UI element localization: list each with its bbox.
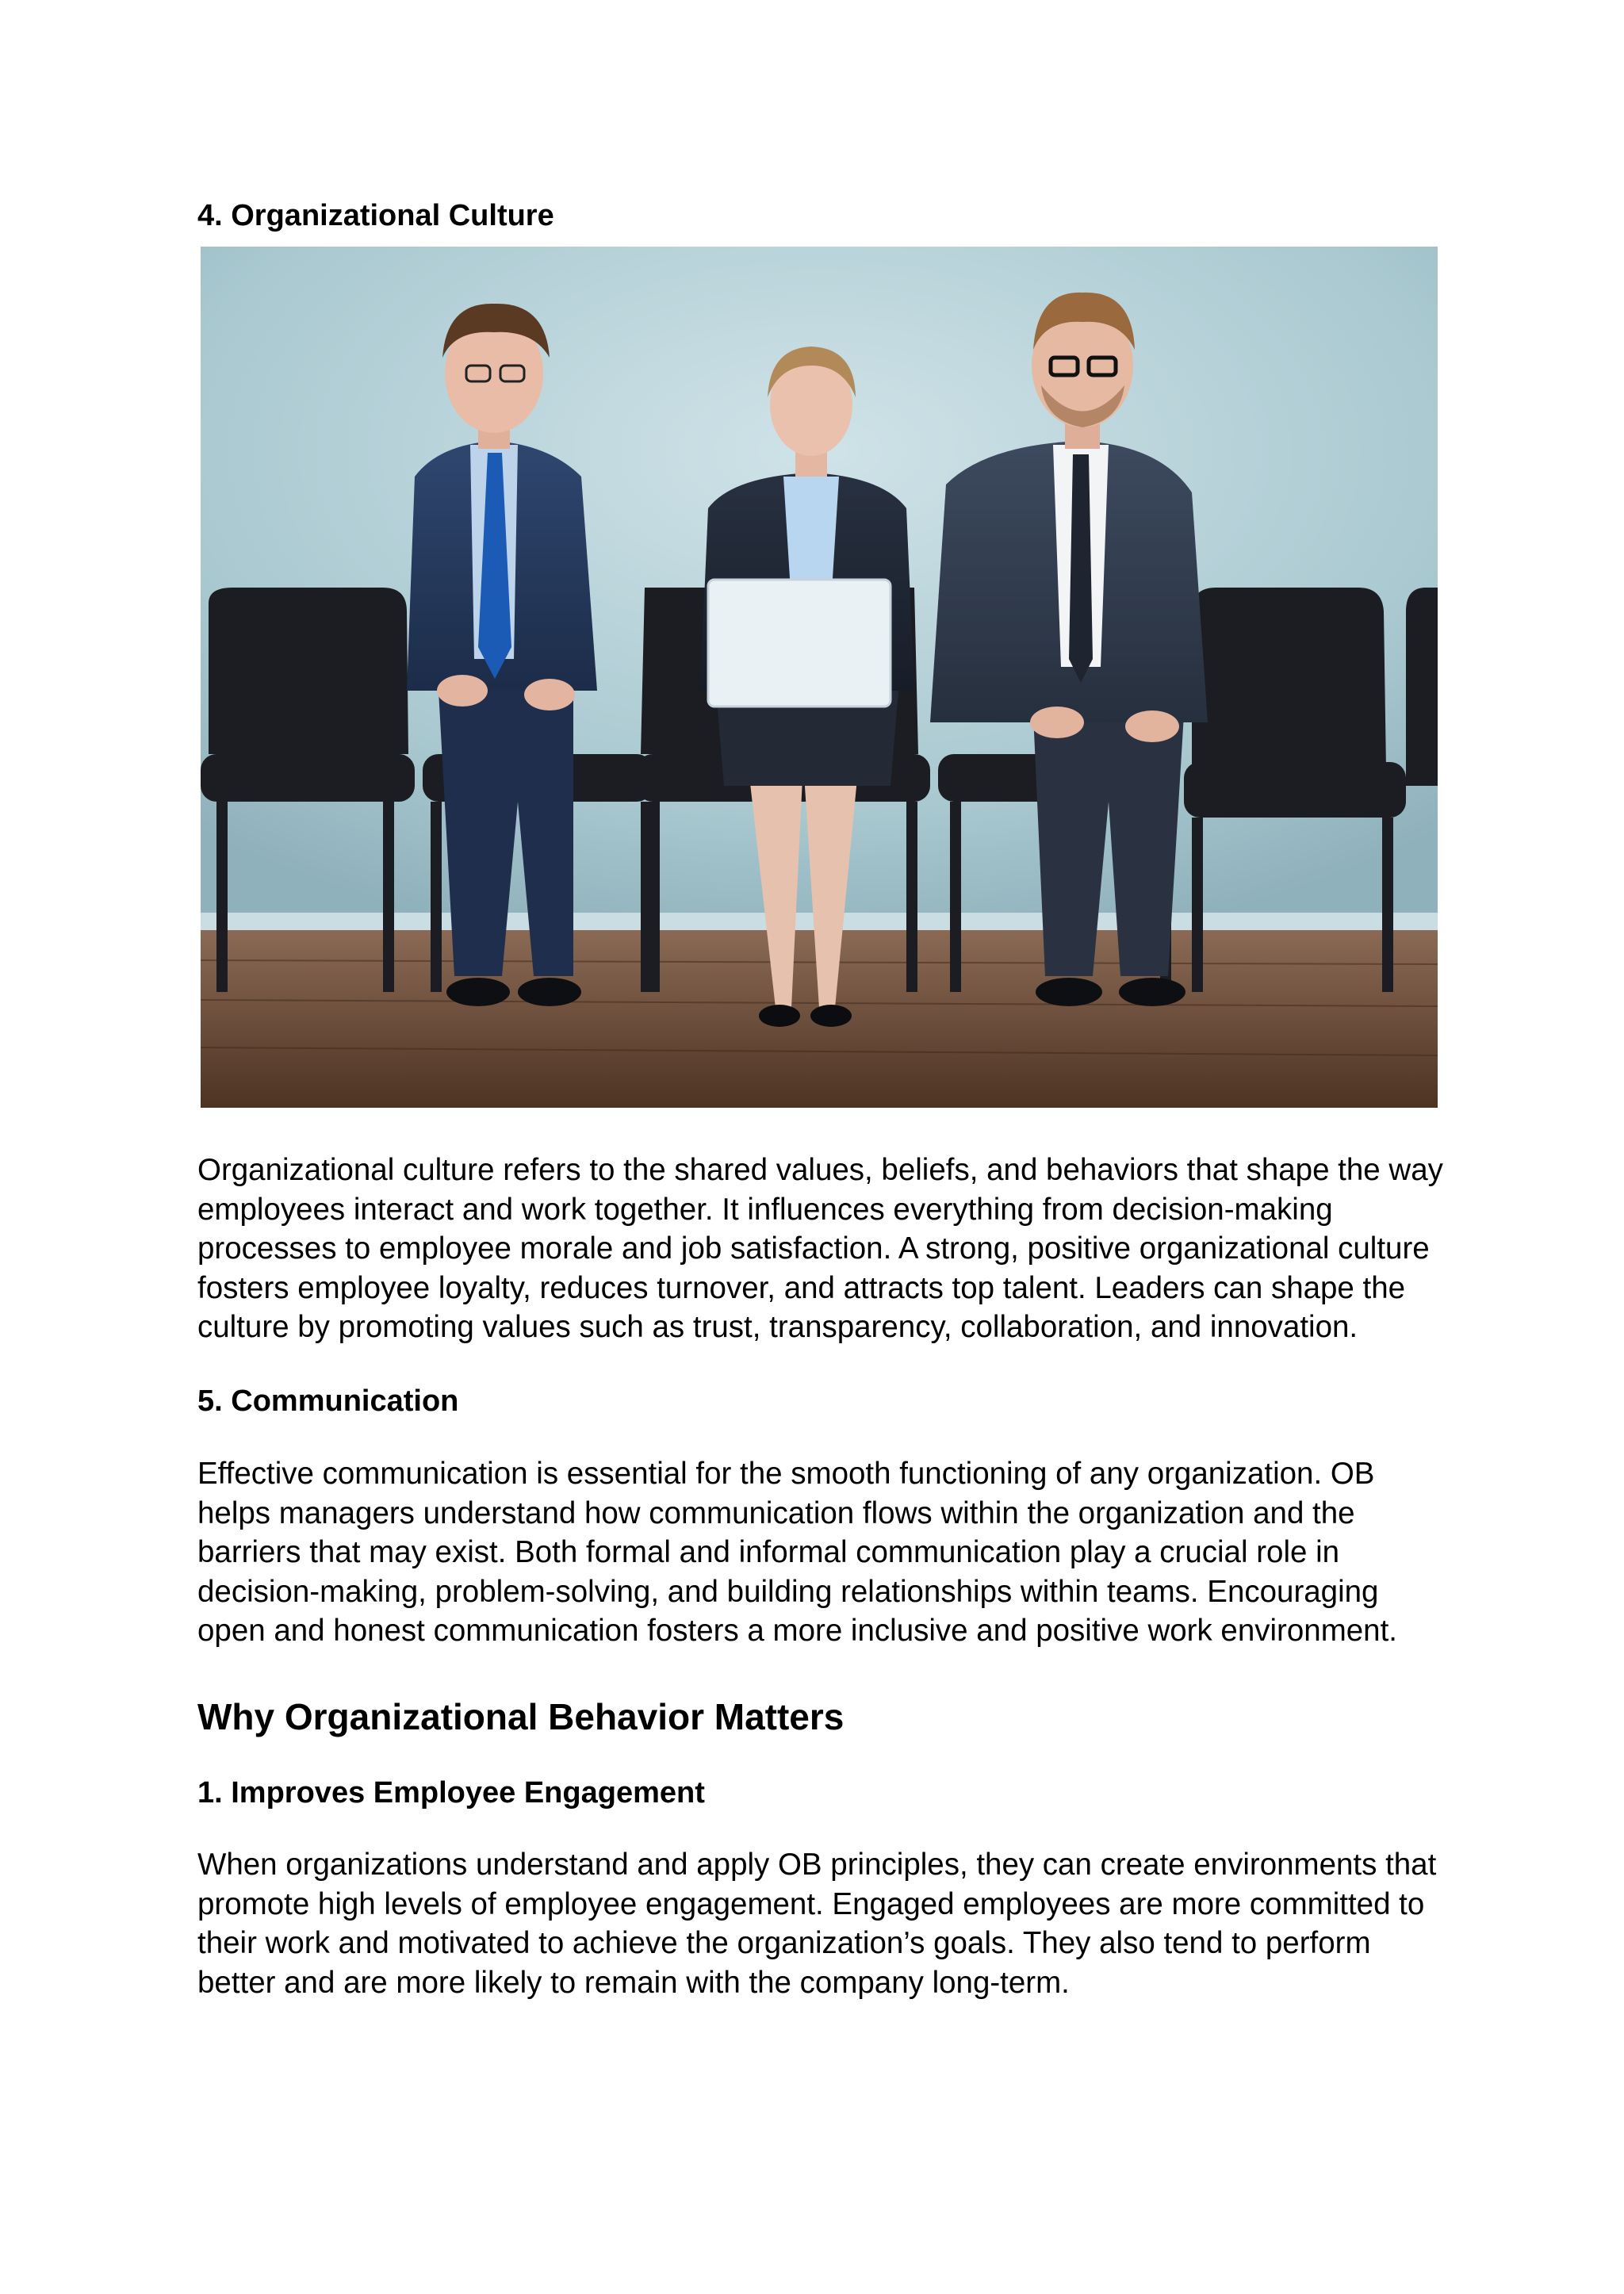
paragraph-line: When organizations understand and apply OB principles, they can create environments that: [197, 1848, 1437, 1882]
paragraph-line: open and honest communication fosters a more inclusive and positive work environment.: [197, 1614, 1397, 1648]
paragraph-improves-engagement: [197, 1845, 1442, 2002]
paragraph-line: decision-making, problem-solving, and building relationships within teams. Encouraging: [197, 1574, 1379, 1609]
heading-improves-engagement: 1. Improves Employee Engagement: [197, 1776, 705, 1810]
paragraph-line: better and are more likely to remain with the company long-term.: [197, 1965, 1070, 2000]
paragraph-line: promote high levels of employee engagement. Engaged employees are more committed to: [197, 1886, 1425, 1921]
team-photo-illustration: [201, 247, 1438, 1108]
team-photo: [201, 247, 1438, 1108]
paragraph-communication: [197, 1454, 1442, 1651]
paragraph-line: processes to employee morale and job satisfaction. A strong, positive organizational culture: [197, 1231, 1430, 1266]
paragraph-line: helps managers understand how communication flows within the organization and the: [197, 1496, 1355, 1530]
heading-organizational-culture: 4. Organizational Culture: [197, 199, 554, 232]
paragraph-line: Effective communication is essential for the smooth functioning of any organization. OB: [197, 1457, 1375, 1491]
paragraph-line: fosters employee loyalty, reduces turnover, and attracts top talent. Leaders can shape the: [197, 1270, 1406, 1305]
paragraph-line: their work and motivated to achieve the organization’s goals. They also tend to perform: [197, 1926, 1371, 1960]
laptop: [708, 580, 891, 707]
heading-why-ob-matters: Why Organizational Behavior Matters: [197, 1696, 845, 1737]
paragraph-organizational-culture: [197, 1151, 1442, 1347]
paragraph-line: Organizational culture refers to the shared values, beliefs, and behaviors that shape the way: [197, 1153, 1443, 1187]
paragraph-line: employees interact and work together. It influences everything from decision-making: [197, 1192, 1333, 1227]
paragraph-line: culture by promoting values such as trust, transparency, collaboration, and innovation.: [197, 1310, 1358, 1344]
heading-communication: 5. Communication: [197, 1384, 459, 1418]
paragraph-line: barriers that may exist. Both formal and informal communication play a crucial role in: [197, 1535, 1340, 1569]
